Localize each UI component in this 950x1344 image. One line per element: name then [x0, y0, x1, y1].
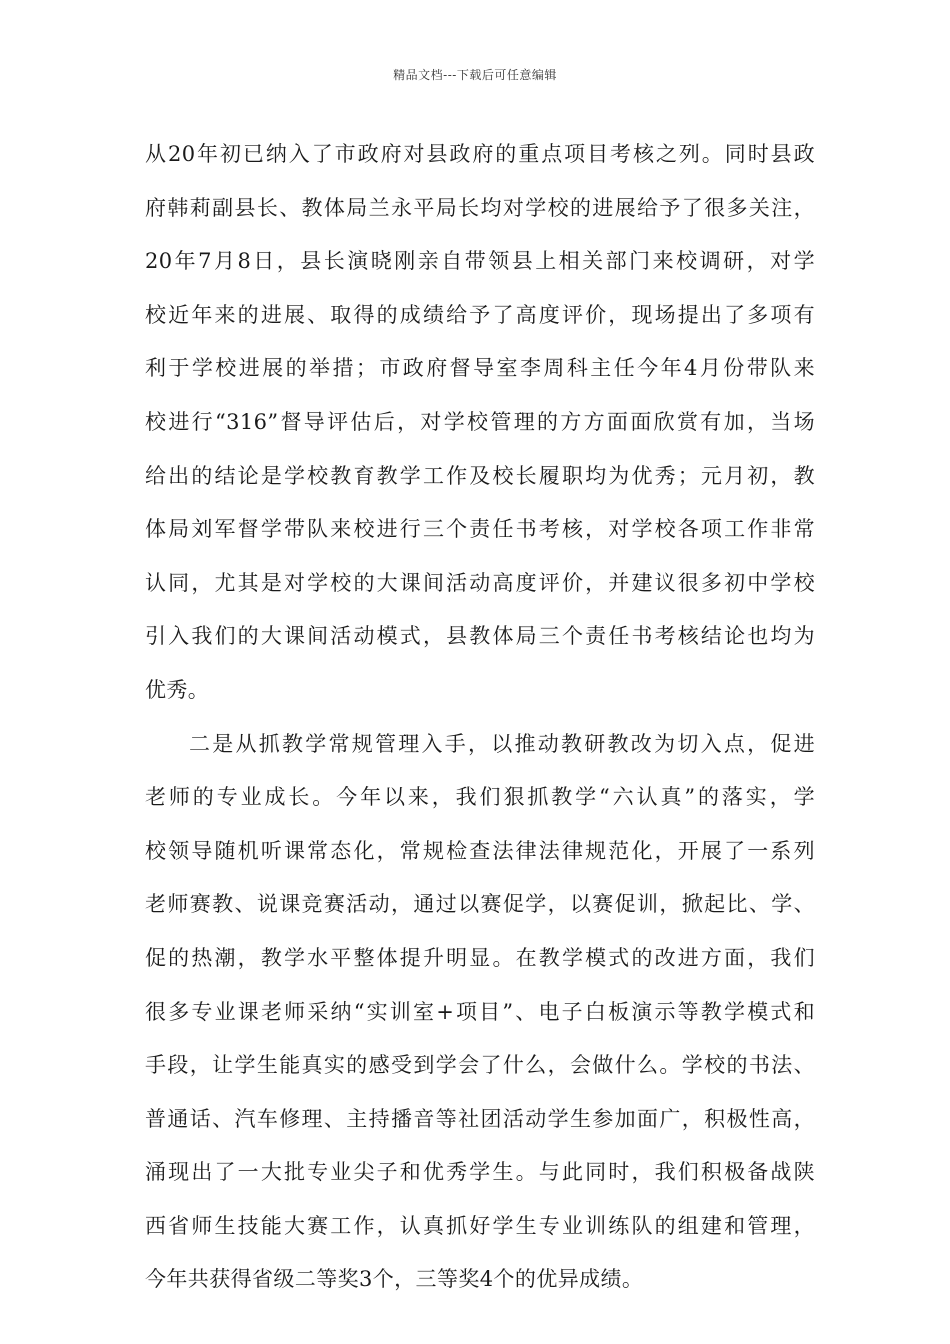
page-header: 精品文档---下载后可任意编辑: [393, 68, 557, 82]
text-line: 老师赛教、说课竞赛活动，通过以赛促学，以赛促训，掀起比、学、: [145, 892, 815, 917]
text-line: 校进行“316”督导评估后，对学校管理的方方面面欣赏有加，当场: [145, 409, 815, 434]
text-line: 府韩莉副县长、教体局兰永平局长均对学校的进展给予了很多关注，: [145, 195, 815, 220]
text-line: 利于学校进展的举措；市政府督导室李周科主任今年4月份带队来: [145, 356, 815, 381]
text-line: 手段，让学生能真实的感受到学会了什么，会做什么。学校的书法、: [145, 1053, 815, 1078]
text-line: 校领导随机听课常态化，常规检查法律法律规范化，开展了一系列: [145, 838, 815, 863]
text-line: 认同，尤其是对学校的大课间活动高度评价，并建议很多初中学校: [145, 570, 815, 595]
paragraph-1: [145, 128, 815, 718]
text-line: 二是从抓教学常规管理入手，以推动教研教改为切入点，促进: [189, 731, 815, 756]
text-line: 普通话、汽车修理、主持播音等社团活动学生参加面广，积极性高，: [145, 1106, 815, 1131]
text-line: 校近年来的进展、取得的成绩给予了高度评价，现场提出了多项有: [145, 302, 815, 327]
text-line: 体局刘军督学带队来校进行三个责任书考核，对学校各项工作非常: [145, 517, 815, 542]
text-line: 西省师生技能大赛工作，认真抓好学生专业训练队的组建和管理，: [145, 1213, 815, 1238]
paragraph-2: [145, 718, 815, 1308]
text-line: 今年共获得省级二等奖3个，三等奖4个的优异成绩。: [145, 1267, 644, 1292]
text-line: 从20年初已纳入了市政府对县政府的重点项目考核之列。同时县政: [145, 142, 815, 166]
text-line: 涌现出了一大批专业尖子和优秀学生。与此同时，我们积极备战陕: [145, 1160, 815, 1185]
text-line: 给出的结论是学校教育教学工作及校长履职均为优秀；元月初，教: [145, 463, 815, 488]
text-line: 促的热潮，教学水平整体提升明显。在教学模式的改进方面，我们: [145, 945, 815, 970]
text-line: 很多专业课老师采纳“实训室+项目”、电子白板演示等教学模式和: [145, 999, 815, 1024]
text-line: 老师的专业成长。今年以来，我们狠抓教学“六认真”的落实，学: [145, 785, 815, 810]
text-line: 优秀。: [145, 677, 210, 702]
text-line: 20年7月8日，县长演晓刚亲自带领县上相关部门来校调研，对学: [145, 249, 815, 274]
text-line: 引入我们的大课间活动模式，县教体局三个责任书考核结论也均为: [145, 624, 815, 649]
document-body: [145, 128, 815, 1307]
